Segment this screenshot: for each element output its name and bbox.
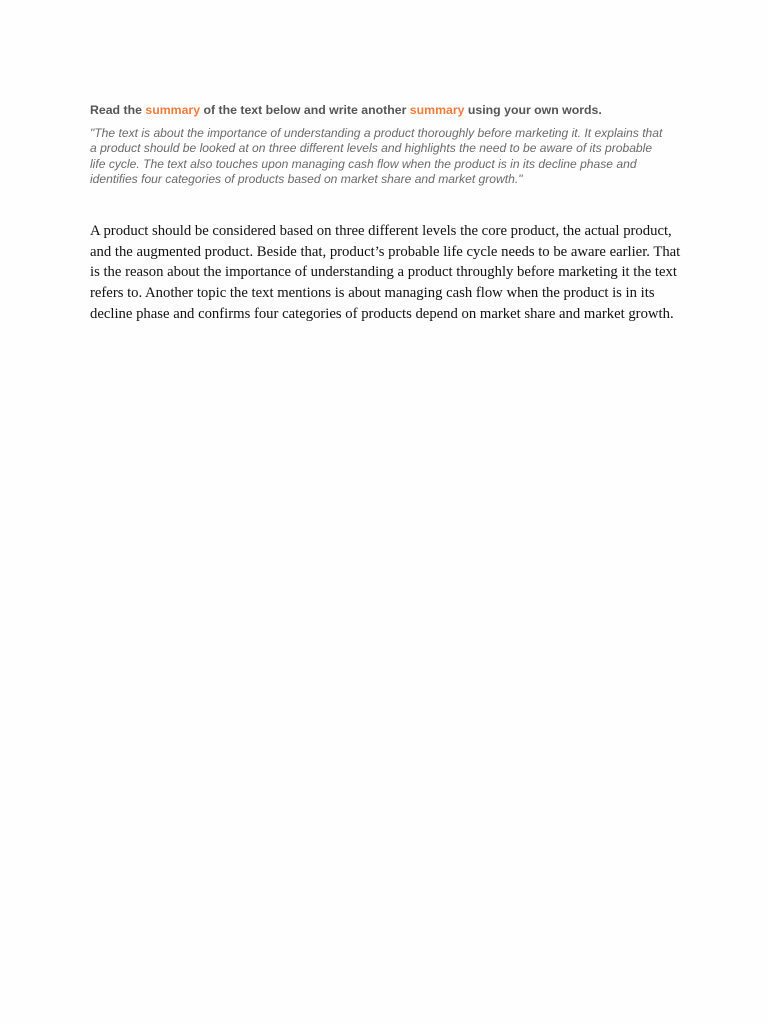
answer-text[interactable]: A product should be considered based on three different levels the core product, the actual product, and the augmented product. Beside that, product’s probable life cycle needs to be aware earlier. That is the reason about the importance of understanding a product throughly before marketing it the text refers to. Another topic the text mentions is about managing cash flow when the product is in its decline phase and confirms four categories of products depend on market share and market growth. [90,223,681,322]
instruction-highlight-2: summary [409,103,465,117]
instruction-part-1: Read the [90,103,146,117]
instruction-text [90,101,684,119]
instruction-highlight-1: summary [145,103,201,117]
instruction-part-2: of the text below and write another [200,103,410,117]
instruction-part-3: using your own words. [464,103,602,117]
document-content [90,101,684,324]
quoted-summary: "The text is about the importance of understanding a product thoroughly before marketing it. It explains that a product should be looked at on three different levels and highlights the need to be aware of its probable life cycle. The text also touches upon managing cash flow when the product is in its decline phase and identifies four categories of products based on market share and market growth." [90,126,663,186]
